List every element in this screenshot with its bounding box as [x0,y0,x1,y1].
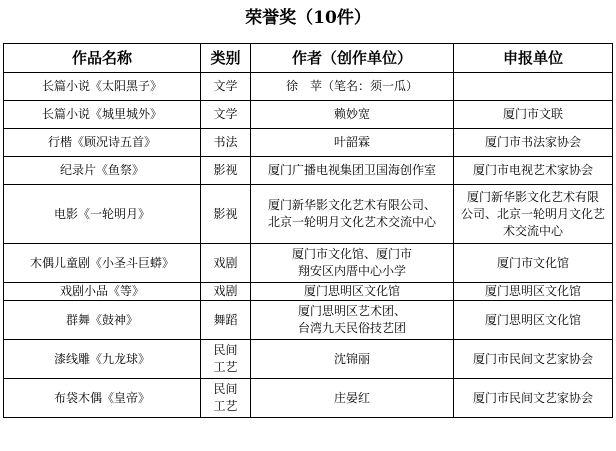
category-line: 民间 [213,382,238,396]
author-line: 北京一轮明月文化艺术交流中心 [267,215,436,229]
category-line: 舞蹈 [213,312,238,327]
unit-line: 厦门市文化馆 [496,255,569,270]
author-line: 台湾九天民俗技艺团 [297,321,406,335]
unit-line: 厦门思明区文化馆 [484,284,581,298]
unit-cell [454,379,613,418]
category-line: 文学 [213,79,238,93]
unit-line: 厦门市民间文艺家协会 [472,351,593,366]
work-cell: 长篇小说《城里城外》 [4,101,201,129]
table-row [4,157,613,185]
author-line: 沈锦丽 [333,351,370,366]
author-cell [251,379,454,418]
work-cell: 纪录片《鱼祭》 [4,157,201,185]
author-cell [251,283,454,301]
table-row [4,129,613,157]
author-line: 赖妙宽 [333,107,370,121]
author-line: 翔安区内厝中心小学 [297,264,406,278]
author-cell [251,129,454,157]
unit-line: 厦门思明区文化馆 [484,312,581,327]
work-cell: 群舞《鼓神》 [4,301,201,340]
author-line: 厦门市文化馆、厦门市 [291,247,412,261]
work-cell: 长篇小说《太阳黑子》 [4,73,201,101]
author-cell [251,301,454,340]
author-cell [251,73,454,101]
category-line: 戏剧 [213,255,238,270]
category-line: 影视 [213,206,238,221]
author-line: 厦门思明区艺术团、 [297,304,406,318]
category-line: 工艺 [213,360,238,374]
column-header-category: 类别 [201,44,251,73]
unit-line: 公司、北京一轮明月文化艺 [460,206,605,221]
category-cell [201,157,251,185]
unit-cell [454,301,613,340]
category-cell [201,283,251,301]
table-row [4,185,613,244]
author-cell [251,101,454,129]
work-cell: 布袋木偶《皇帝》 [4,379,201,418]
category-line: 影视 [213,163,238,177]
unit-cell [454,157,613,185]
awards-table [3,43,613,418]
author-line: 庄晏红 [333,390,370,405]
unit-cell [454,73,613,101]
category-cell [201,73,251,101]
table-header-row [4,44,613,73]
category-cell [201,379,251,418]
author-line: 厦门思明区文化馆 [303,284,400,298]
unit-cell [454,185,613,244]
work-cell: 电影《一轮明月》 [4,185,201,244]
column-header-work: 作品名称 [4,44,201,73]
column-header-unit: 申报单位 [454,44,613,73]
unit-cell [454,244,613,283]
table-row [4,379,613,418]
table-row [4,73,613,101]
unit-line: 厦门市书法家协会 [484,135,581,149]
author-line: 徐 苹（笔名：须一瓜） [285,79,418,93]
category-cell [201,301,251,340]
table-row [4,301,613,340]
unit-line: 厦门市电视艺术家协会 [472,163,593,177]
author-cell [251,157,454,185]
category-line: 工艺 [213,399,238,413]
category-line: 文学 [213,107,238,121]
work-cell: 木偶儿童剧《小圣斗巨蟒》 [4,244,201,283]
category-cell [201,129,251,157]
author-line: 厦门新华影文化艺术有限公司、 [267,198,436,212]
unit-cell [454,101,613,129]
work-cell: 行楷《顾况诗五首》 [4,129,201,157]
table-row [4,244,613,283]
unit-cell [454,283,613,301]
unit-cell [454,129,613,157]
column-header-author: 作者（创作单位） [251,44,454,73]
table-row [4,101,613,129]
unit-line: 厦门市文联 [502,107,563,121]
category-cell [201,101,251,129]
category-line: 书法 [213,135,238,149]
category-cell [201,185,251,244]
author-cell [251,340,454,379]
unit-line: 厦门新华影文化艺术有限 [466,189,599,204]
category-line: 民间 [213,343,238,357]
category-cell [201,340,251,379]
table-row [4,340,613,379]
unit-cell [454,340,613,379]
category-cell [201,244,251,283]
table-row [4,283,613,301]
unit-line: 厦门市民间文艺家协会 [472,390,593,405]
work-cell: 漆线雕《九龙球》 [4,340,201,379]
author-cell [251,185,454,244]
work-cell: 戏剧小品《等》 [4,283,201,301]
author-cell [251,244,454,283]
author-line: 叶韶霖 [333,135,370,149]
author-line: 厦门广播电视集团卫国海创作室 [267,163,436,177]
unit-line: 术交流中心 [502,223,563,238]
page-title: 荣誉奖（10件） [245,8,371,28]
category-line: 戏剧 [213,284,238,298]
